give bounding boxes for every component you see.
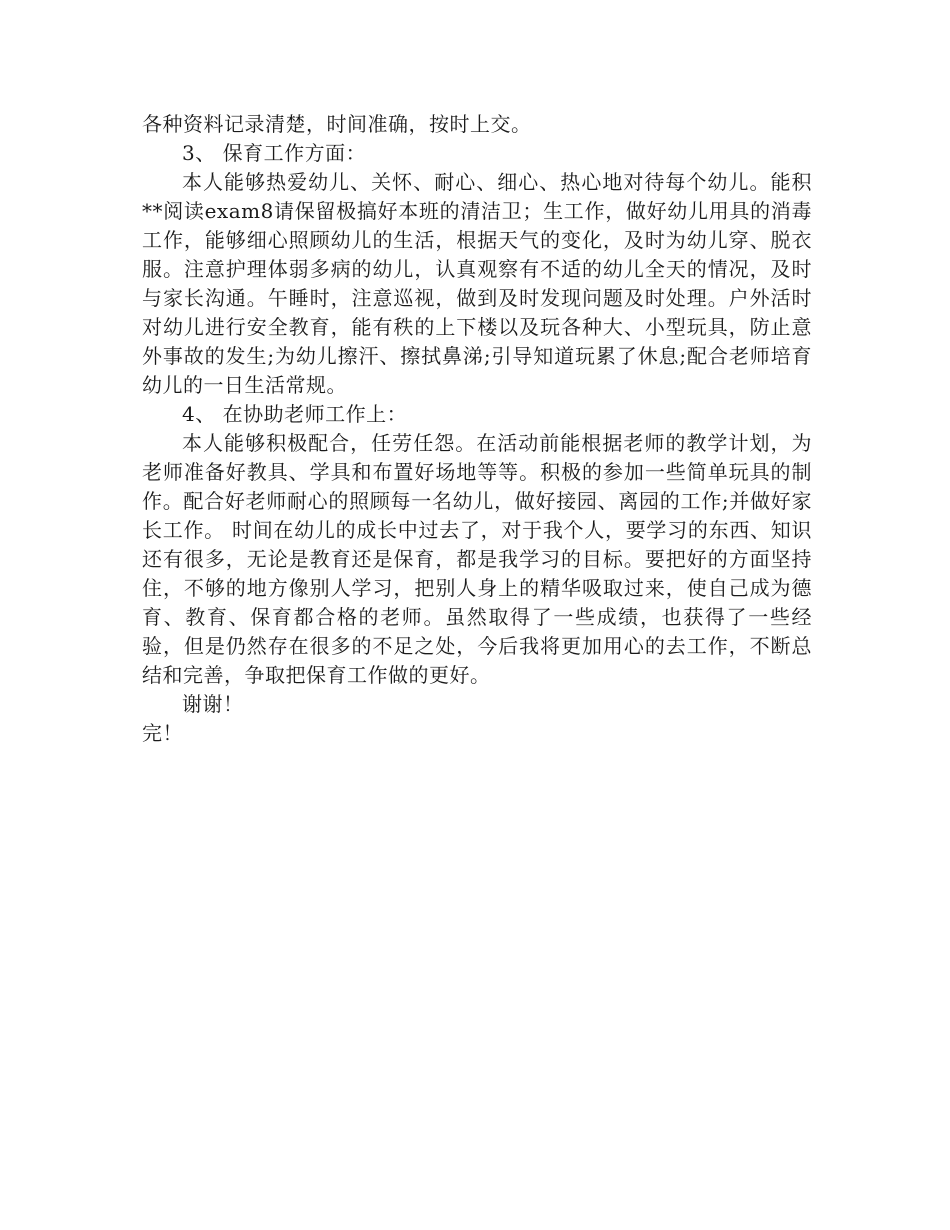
paragraph-end: 完！ [142, 721, 183, 745]
document-body [142, 110, 812, 748]
section-heading-assist-teacher: 4、 在协助老师工作上： [182, 402, 408, 426]
paragraph-care-work: 本人能够热爱幼儿、关怀、耐心、细心、热心地对待每个幼儿。能积**阅读exam8请保留极搞好本班的清洁卫；生工作，做好幼儿用具的消毒工作，能够细心照顾幼儿的生活，根据天气的变化，及时为幼儿穿、脱衣服。注意护理体弱多病的幼儿，认真观察有不适的幼儿全天的情况，及时与家长沟通。午睡时，注意巡视，做到及时发现问题及时处理。户外活时对幼儿进行安全教育，能有秩的上下楼以及玩各种大、小型玩具，防止意外事故的发生;为幼儿擦汗、擦拭鼻涕;引导知道玩累了休息;配合老师培育幼儿的一日生活常规。 [142, 170, 812, 397]
paragraph-assist-teacher: 本人能够积极配合，任劳任怨。在活动前能根据老师的教学计划，为老师准备好教具、学具和布置好场地等等。积极的参加一些简单玩具的制作。配合好老师耐心的照顾每一名幼儿，做好接园、离园的工作;并做好家长工作。 时间在幼儿的成长中过去了，对于我个人，要学习的东西、知识还有很多，无论是教育还是保育，都是我学习的目标。要把好的方面坚持住，不够的地方像别人学习，把别人身上的精华吸取过来，使自己成为德育、教育、保育都合格的老师。虽然取得了一些成绩，也获得了一些经验，但是仍然存在很多的不足之处，今后我将更加用心的去工作，不断总结和完善，争取把保育工作做的更好。 [142, 431, 812, 687]
paragraph-records: 各种资料记录清楚，时间准确，按时上交。 [142, 112, 532, 136]
paragraph-thanks: 谢谢！ [182, 692, 244, 716]
section-heading-care-work: 3、 保育工作方面： [182, 141, 367, 165]
